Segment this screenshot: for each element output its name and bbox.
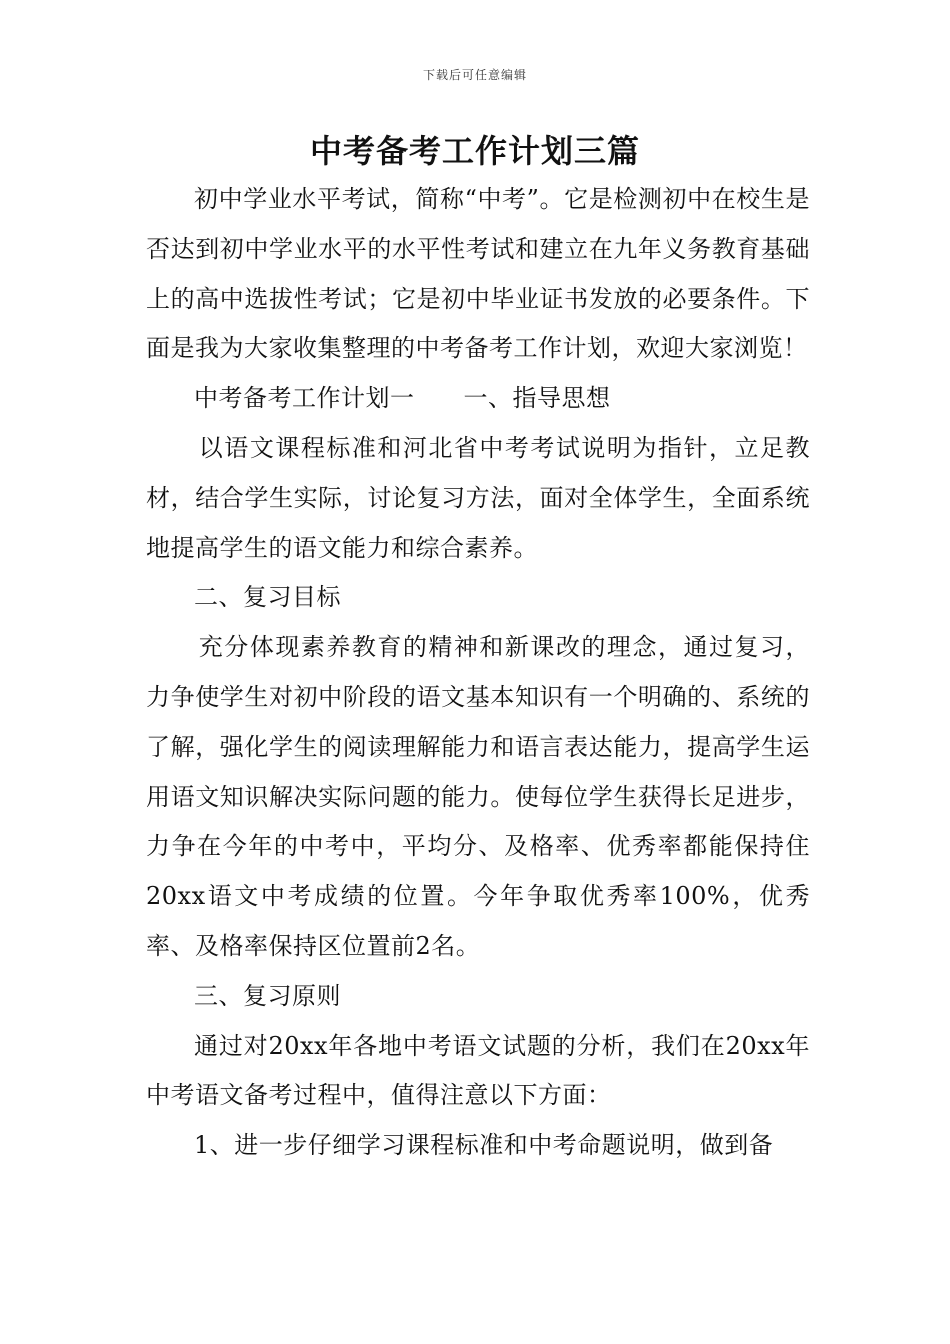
- paragraph-review-goals-heading: 二、复习目标: [194, 583, 341, 612]
- document-body: [146, 175, 810, 1171]
- paragraph-review-goals: 充分体现素养教育的精神和新课改的理念，通过复习，力争使学生对初中阶段的语文基本知识有一个明确的、系统的了解，强化学生的阅读理解能力和语言表达能力，提高学生运用语文知识解决实际问题的能力。使每位学生获得长足进步，力争在今年的中考中，平均分、及格率、优秀率都能保持住20xx语文中考成绩的位置。今年争取优秀率100%，优秀率、及格率保持区位置前2名。: [146, 633, 810, 960]
- paragraph-plan-one-heading: 中考备考工作计划一 一、指导思想: [194, 384, 611, 413]
- header-note: 下载后可任意编辑: [422, 68, 527, 82]
- paragraph-guiding-thought: 以语文课程标准和河北省中考考试说明为指针，立足教材，结合学生实际，讨论复习方法，面对全体学生，全面系统地提高学生的语文能力和综合素养。: [146, 433, 810, 562]
- paragraph-review-principles: 通过对20xx年各地中考语文试题的分析，我们在20xx年中考语文备考过程中，值得注意以下方面：: [146, 1031, 810, 1110]
- paragraph-review-principles-heading: 三、复习原则: [194, 981, 341, 1010]
- document-title: 中考备考工作计划三篇: [309, 132, 640, 170]
- paragraph-intro: 初中学业水平考试，简称“中考”。它是检测初中在校生是否达到初中学业水平的水平性考试和建立在九年义务教育基础上的高中选拔性考试；它是初中毕业证书发放的必要条件。下面是我为大家收集整理的中考备考工作计划，欢迎大家浏览！: [146, 185, 810, 363]
- paragraph-item-one: 1、进一步仔细学习课程标准和中考命题说明，做到备: [194, 1131, 774, 1160]
